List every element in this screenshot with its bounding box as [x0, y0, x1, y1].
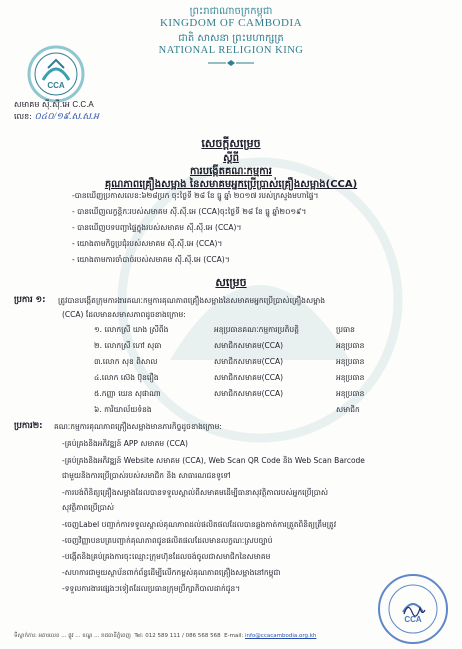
member-row [94, 389, 424, 401]
member-position: សមាជិកសមាគម(CCA) [214, 341, 284, 350]
basis-line: - បានឃើញលក្ខន្តិកៈរបស់សមាគម ស៊ី.ស៊ី.អេ (CCA)ចុះថ្ងៃទី ២៨ ខែ ធ្នូ ឆ្នាំ២០១៩។ [72, 207, 307, 216]
motto-english: NATIONAL RELIGION KING [158, 45, 304, 56]
document-about: ស្តីពី [223, 153, 239, 164]
duty-line: សុវត្ថិភាពប្រើប្រាស់ [62, 503, 115, 512]
committee-name: គុណភាពគ្រឿងសម្អាង នៃសមាគមអ្នកប្រើប្រាស់គ្រឿងសម្អាង(CCA) [104, 179, 358, 190]
duty-line: -សហការជាមួយស្ថាប័នពាក់ព័ន្ធដើម្បីលើកកម្ពស់គុណភាពគ្រឿងសម្អាងនៅកម្ពុជា [62, 568, 281, 577]
footer-contact [14, 632, 316, 640]
duty-line: ជាមួយនិងការប្រើប្រាស់របស់សមាជិក និង សាធារណជនទូទៅ [62, 471, 231, 480]
member-role: អនុប្រធាន [336, 341, 365, 350]
footer-email-link[interactable]: info@ccacambodia.org.kh [244, 633, 317, 639]
member-position: សមាជិកសមាគម(CCA) [214, 357, 284, 366]
kingdom-english: KINGDOM OF CAMBODIA [159, 17, 303, 29]
member-name: ៤.លោក ស៊េង ប៊ុនរឿង [94, 373, 159, 382]
member-name: ២. លោកស្រី ហៅ សុធា [94, 341, 162, 350]
duty-line: -ចេញLabel បញ្ជាក់ការទទួលស្គាល់គុណភាពដល់ផលិតផលដែលបានឆ្លងកាត់ការត្រួតពិនិត្យត្រឹមត្រូវ [62, 520, 337, 529]
duty-line: -ការបង់ពិនិត្យគ្រឿងសម្អាងដែលបានទទួលស្គាល់ពីសមាគមដើម្បីធានាសុវត្ថិភាពរបស់អ្នកប្រើប្រាស់ [62, 488, 329, 497]
member-row [94, 357, 424, 369]
duty-line: -ទទួលការងារផ្សេងៗទៀតដែលប្រធានក្រុមប្រឹក្សាភិបាលដាក់ជូន។ [62, 584, 241, 593]
basis-line: - យោងតាមកិច្ចប្រជុំរបស់សមាគម ស៊ី.ស៊ី.អេ (CCA)។ [72, 239, 223, 248]
footer-email-label: E-mail: [224, 633, 244, 639]
basis-line: -បានឃើញប្រកាសលេខ:៦២៨ប្រក ចុះថ្ងៃទី ២៨ ខែ ធ្នូ ឆ្នាំ ២០១៧ របស់ក្រសួងមហាផ្ទៃ។ [72, 191, 319, 200]
motto-khmer: ជាតិ សាសនា ព្រះមហាក្សត្រ [178, 33, 284, 44]
kingdom-khmer: ព្រះរាជាណាចក្រកម្ពុជា [189, 6, 273, 17]
article-1-text: ត្រូវបានបង្កើតក្រុមការងារគណៈកម្មការគុណភាពគ្រឿងសម្អាងនៃសមាគមអ្នកប្រើប្រាស់គ្រឿងសម្អាង [58, 296, 325, 305]
member-name: ១. លោកស្រី ឃាង ស្រីពីង [94, 325, 169, 334]
stamp-text: CCA [404, 615, 422, 624]
member-role: អនុប្រធាន [336, 357, 365, 366]
member-row [94, 341, 424, 353]
organization-name [14, 99, 94, 111]
member-row [94, 325, 424, 337]
article-2-label: ប្រការ២: [14, 421, 43, 431]
member-role: សមាជិក [336, 405, 360, 414]
member-position: សមាជិកសមាគម(CCA) [214, 389, 284, 398]
member-name: ៣.លោក សុខ ពិសាល [94, 357, 158, 366]
footer-address: ទីស្នាក់ការ: អគារលេខ ... ផ្លូវ ... ខណ្ឌ ... រាជធានីភ្នំពេញ [14, 633, 131, 639]
member-role: ប្រធាន [336, 325, 355, 334]
article-2-intro: គណៈកម្មការគុណភាពគ្រឿងសម្អាងមានភារកិច្ចដូចខាងក្រោម: [54, 422, 222, 431]
reference-number [14, 111, 99, 124]
signature-icon [402, 600, 426, 620]
basis-line: - បានឃើញបទបញ្ជាផ្ទៃក្នុងរបស់សមាគម ស៊ី.ស៊ី.អេ (CCA)។ [72, 223, 242, 232]
duty-line: -ចេញវិញ្ញាបនបត្របញ្ជាក់គុណភាពជូនផលិតផលដែលមានលក្ខណៈស្របច្បាប់ [62, 536, 273, 545]
member-role: អនុប្រធាន [336, 373, 365, 382]
document-subject: ការបង្កើតគណៈកម្មការ [190, 166, 272, 177]
member-name: ៦. ការិយាល័យទំនង [94, 405, 152, 414]
article-1-label: ប្រការ ១: [14, 295, 46, 305]
duty-line: -បង្កើតនិងគ្រប់គ្រងការចុះឈ្មោះក្រុមហ៊ុនដែលចង់ចូលជាសមាជិកនៃសមាគម [62, 552, 271, 561]
document-title: សេចក្តីសម្រេច [201, 137, 261, 150]
organization-name-khmer: សមាគម ស៊ី.ស៊ី.អេ [14, 100, 70, 109]
decision-heading: សម្រេច [215, 276, 247, 289]
organization-name-latin: C.C.A [72, 100, 94, 109]
basis-line: - យោងតាមការចាំបាច់របស់សមាគម ស៊ី.ស៊ី.អេ (CCA)។ [72, 255, 230, 264]
article-1-text: (CCA) ដែលមានសមាសភាពដូចខាងក្រោម: [62, 310, 186, 319]
member-row [94, 405, 424, 417]
member-position: សមាជិកសមាគម(CCA) [214, 373, 284, 382]
duty-line: -គ្រប់គ្រងនិងអភិវឌ្ឍន៍ APP សមាគម (CCA) [62, 439, 188, 448]
ornament-divider-icon [208, 60, 254, 66]
member-name: ៥.កញ្ញា ឃេន សុផាណា [94, 389, 161, 398]
footer-tel: Tel: 012 589 111 / 086 568 568 [134, 633, 221, 639]
reference-label: លេខ: [14, 112, 32, 121]
member-row [94, 373, 424, 385]
logo-text: CCA [47, 81, 65, 90]
member-role: អនុប្រធាន [336, 389, 365, 398]
reference-value: ០៤០/១៩.ស.ស.អ [34, 111, 99, 121]
member-position: អនុប្រធានគណៈកម្មការប្រតិបត្តិ [214, 325, 299, 334]
duty-line: -គ្រប់គ្រងនិងអភិវឌ្ឍន៍ Website សមាគម (CCA), Web Scan QR Code និង Web Scan Barcode [62, 456, 365, 465]
